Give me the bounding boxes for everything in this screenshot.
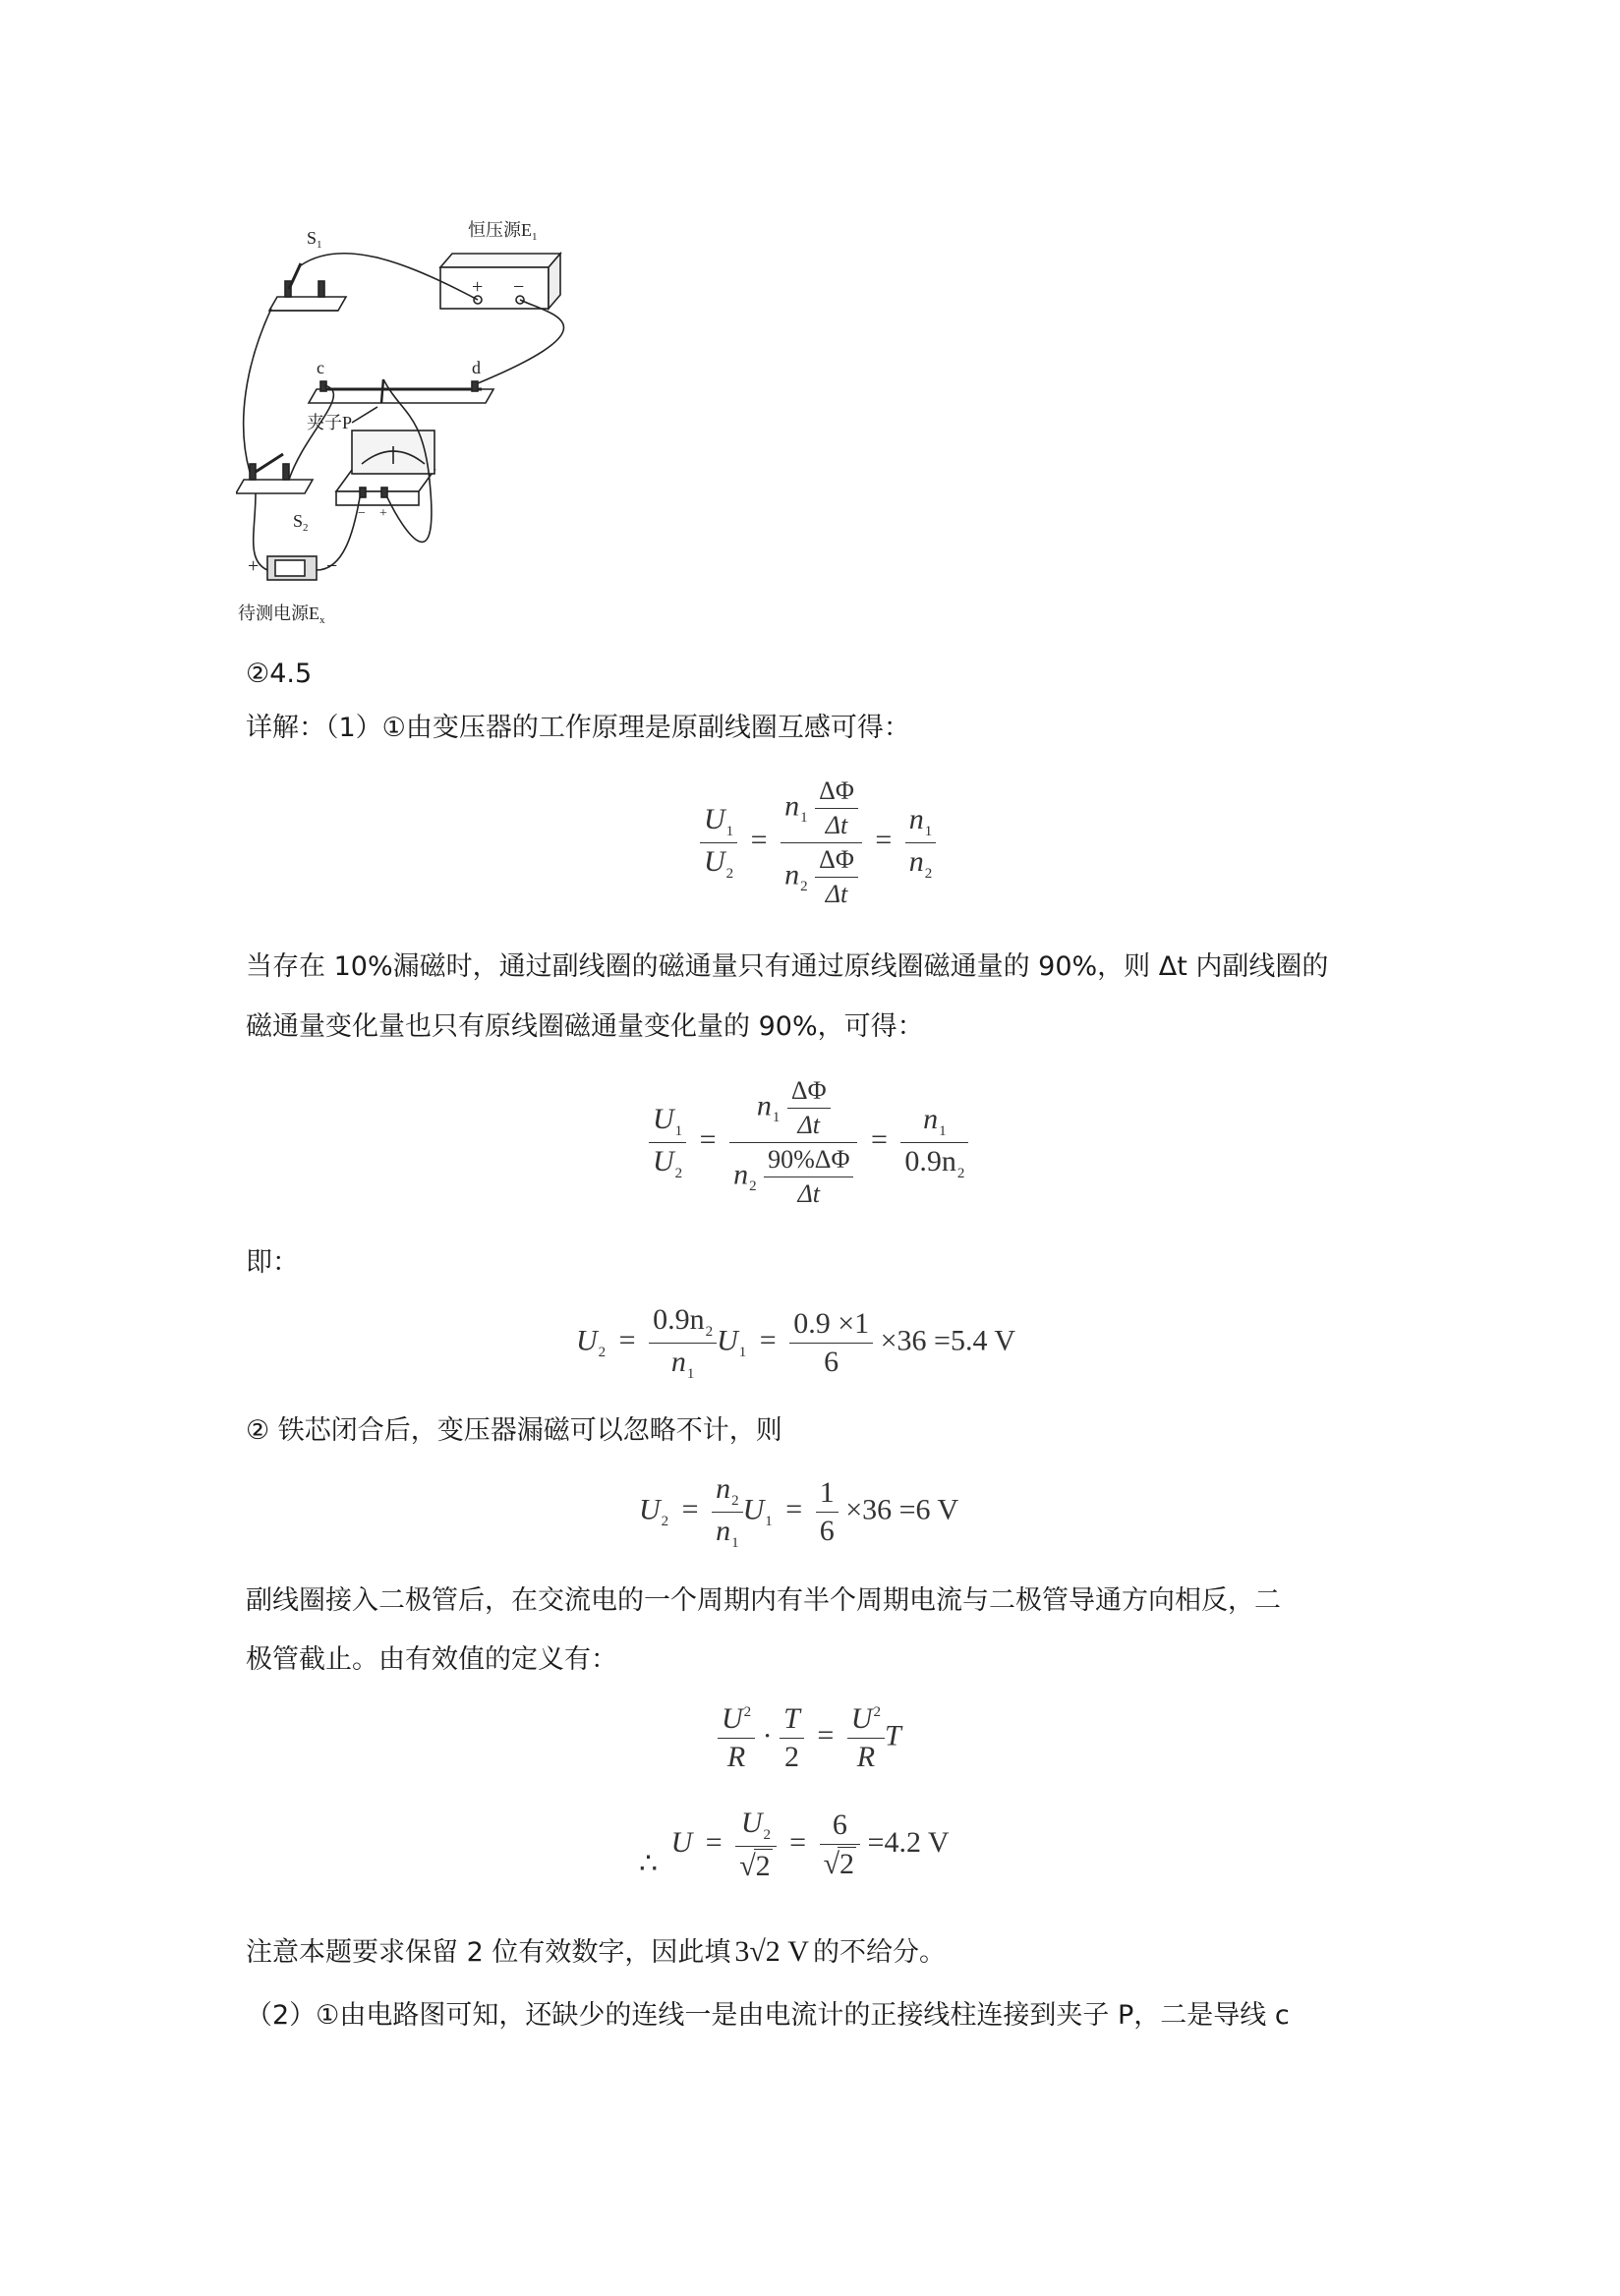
part-2-line: （2）①由电路图可知，还缺少的连线一是由电流计的正接线柱连接到夹子 P，二是导线 c: [246, 2000, 1290, 2031]
formula-1: $\frac{U_1}{U_2}$ = $n_1$ $\frac{\Delta\Phi}{\Delta t}$ $n_2$ $\frac{\Delta\Phi}{\Delta t}$ = $\frac{n_1}{n_2}$: [700, 776, 936, 909]
detail-intro: 详解：（1）①由变压器的工作原理是原副线圈互感可得：: [246, 713, 910, 743]
circuit-diagram: [236, 206, 668, 639]
source-minus-sign: −: [513, 276, 525, 298]
formula-2: $\frac{U_1}{U_2}$ = $n_1$ $\frac{\Delta\Phi}{\Delta t}$ $n_2$ $\frac{90\%\Delta\Phi}{\Delta t}$ = $\frac{n_1}{0.9n_2}$: [649, 1076, 968, 1209]
source-box-front: [440, 267, 549, 309]
switch-s2-base: [236, 480, 313, 493]
source-plus-sign: +: [472, 276, 484, 298]
formula-6: ∴ U = $\frac{U_2}{√2}$ = $\frac{6}{√2}$ =4.2 V: [639, 1807, 950, 1882]
diode-line-2: 极管截止。由有效值的定义有：: [246, 1644, 617, 1675]
d-label: d: [472, 358, 481, 377]
clip-label: 夹子P: [307, 413, 353, 432]
note-line: 注意本题要求保留 2 位有效数字，因此填 3√2 V 的不给分。: [246, 1935, 946, 1968]
meter-plus-sign: +: [379, 506, 387, 521]
formula-5: $\frac{U^2}{R}$ · $\frac{T}{2}$ = $\frac{U^2}{R}$ T: [718, 1702, 901, 1774]
diode-line-1: 副线圈接入二极管后，在交流电的一个周期内有半个周期电流与二极管导通方向相反，二: [246, 1585, 1281, 1616]
source-box-top: [440, 254, 560, 267]
s2-label: $S_2$: [293, 511, 309, 534]
formula-4: $U_2$ = $\frac{n_2}{n_1}$ $U_1$ = $\frac{1}{6}$ ×36 =6 V: [639, 1472, 959, 1551]
meter-minus-sign: −: [358, 506, 366, 521]
slide-wire-board: [309, 389, 493, 403]
leak-line-1: 当存在 10%漏磁时，通过副线圈的磁通量只有通过原线圈磁通量的 90%，则 Δt 内副线圈的: [246, 951, 1329, 982]
answer-2: ②4.5: [246, 659, 313, 689]
leak-line-2: 磁通量变化量也只有原线圈磁通量变化量的 90%，可得：: [246, 1011, 924, 1042]
battery-plus-sign: +: [248, 555, 260, 577]
note-value: 3√2 V: [734, 1935, 809, 1968]
s1-label: $S_1$: [307, 228, 322, 251]
formula-3: $U_2$ = $\frac{0.9n_2}{n_1}$ $U_1$ = $\frac{0.9 \times 1}{6}$ ×36 =5.4 V: [576, 1303, 1016, 1382]
battery-label: 待测电源$E_x$: [238, 603, 325, 626]
c-label: c: [317, 358, 324, 377]
battery-minus-sign: −: [326, 555, 338, 577]
switch-s1-base: [269, 297, 346, 311]
source-label: 恒压源$E_1$: [468, 220, 538, 243]
core-closed: ② 铁芯闭合后，变压器漏磁可以忽略不计，则: [246, 1415, 782, 1446]
ji-label: 即：: [246, 1247, 299, 1278]
